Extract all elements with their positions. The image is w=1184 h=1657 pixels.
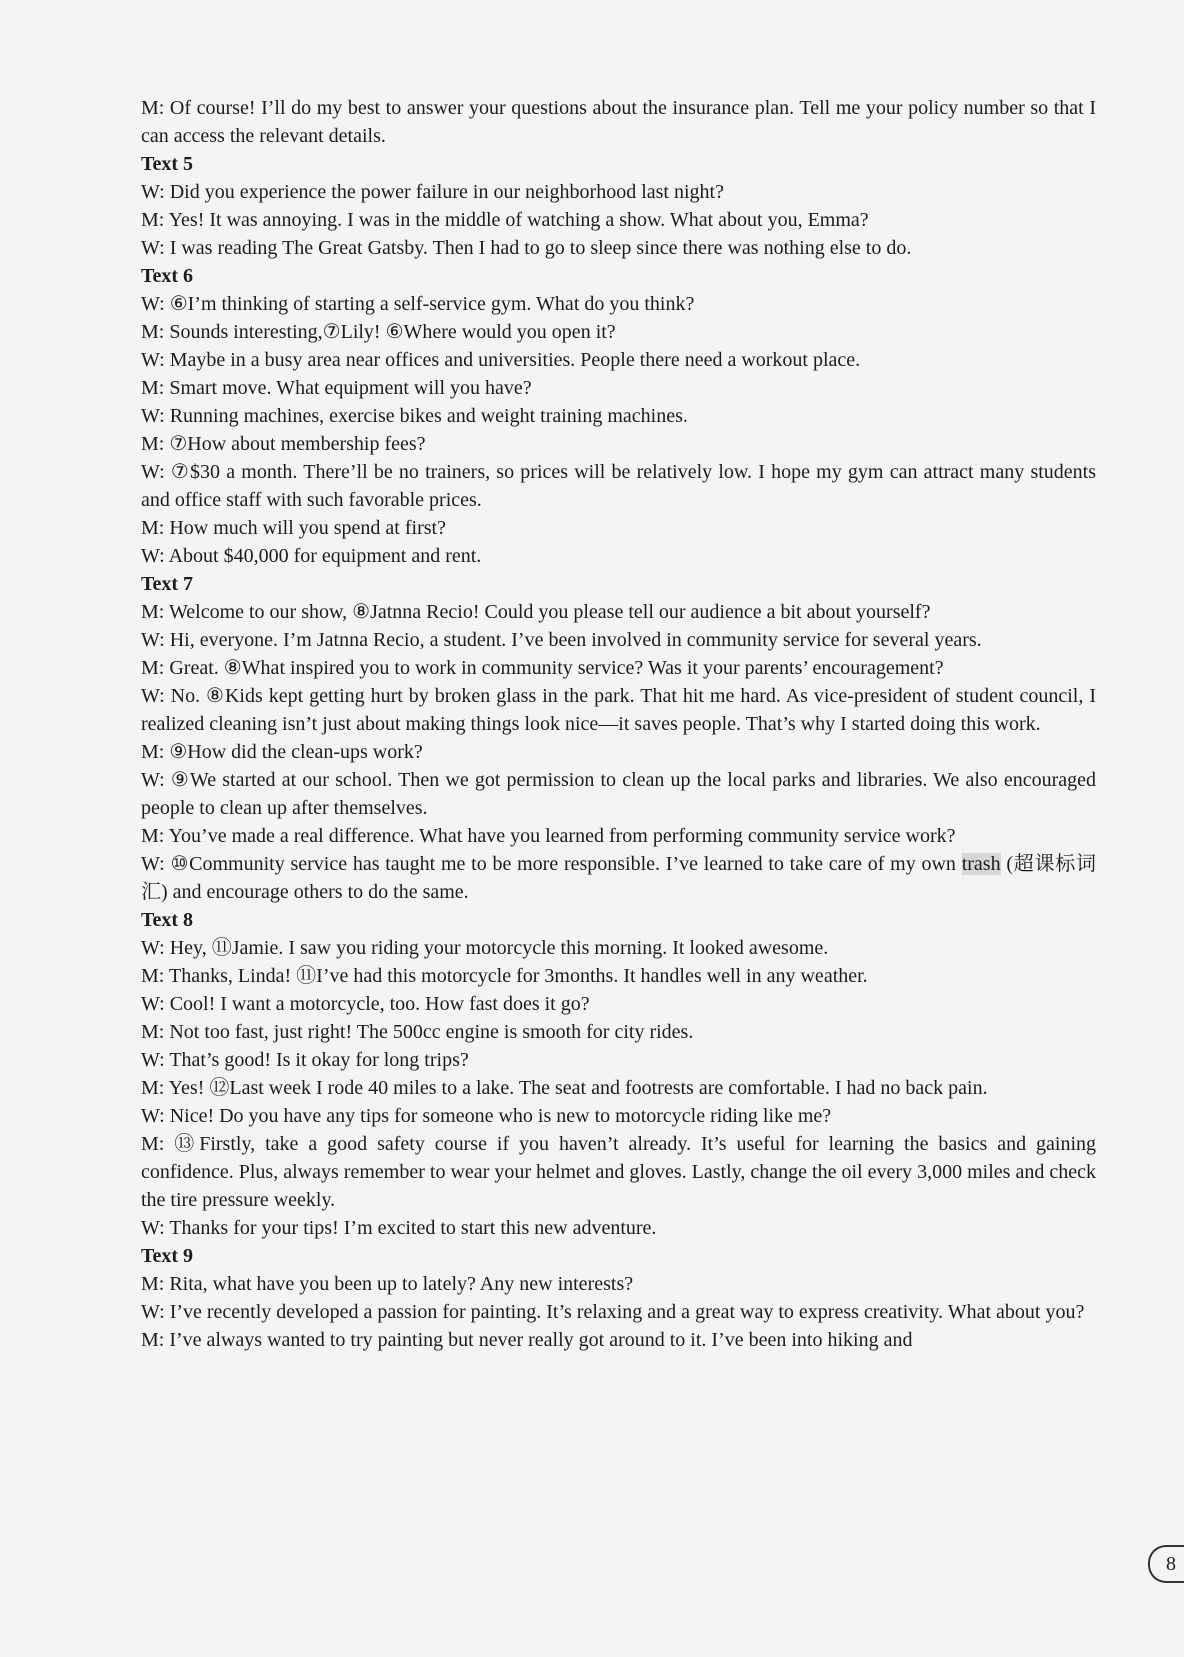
dialogue-line: W: ⑥I’m thinking of starting a self-service gym. What do you think?	[141, 293, 695, 315]
section-heading: Text 7	[141, 573, 194, 595]
dialogue-line: M: Yes! It was annoying. I was in the middle of watching a show. What about you, Emma?	[141, 209, 869, 231]
dialogue-line: W: I’ve recently developed a passion for painting. It’s relaxing and a great way to express creativity. What about you?	[141, 1301, 1085, 1323]
dialogue-line: M: Of course! I’ll do my best to answer your questions about the insurance plan. Tell me your policy number so that I can access the relevant details.	[141, 97, 1096, 147]
dialogue-line: M: Yes! ⑫Last week I rode 40 miles to a lake. The seat and footrests are comfortable. I had no back pain.	[141, 1077, 988, 1099]
dialogue-line: W: No. ⑧Kids kept getting hurt by broken glass in the park. That hit me hard. As vice-president of student council, I realized cleaning isn’t just about making things look nice—it saves people. That’s why I started doing this work.	[141, 685, 1096, 735]
dialogue-line: W: Maybe in a busy area near offices and universities. People there need a workout place.	[141, 349, 861, 371]
dialogue-line: M: ⑬Firstly, take a good safety course if you haven’t already. It’s useful for learning the basics and gaining confidence. Plus, always remember to wear your helmet and gloves. Lastly, change the oil every 3,000 miles and check the tire pressure weekly.	[141, 1133, 1096, 1211]
dialogue-line: W: About $40,000 for equipment and rent.	[141, 545, 482, 567]
dialogue-line: W: I was reading The Great Gatsby. Then I had to go to sleep since there was nothing else to do.	[141, 237, 912, 259]
dialogue-text: (超课标词汇) and encourage others to do the same.	[141, 853, 1096, 903]
dialogue-line: M: Great. ⑧What inspired you to work in community service? Was it your parents’ encouragement?	[141, 657, 944, 679]
dialogue-line: M: Welcome to our show, ⑧Jatnna Recio! Could you please tell our audience a bit about yourself?	[141, 601, 931, 623]
dialogue-line: W: Thanks for your tips! I’m excited to start this new adventure.	[141, 1217, 657, 1239]
dialogue-line: W: Cool! I want a motorcycle, too. How fast does it go?	[141, 993, 590, 1015]
dialogue-text: W: ⑩Community service has taught me to be more responsible. I’ve learned to take care of my own	[141, 853, 962, 875]
dialogue-line: W: Did you experience the power failure in our neighborhood last night?	[141, 181, 724, 203]
dialogue-line: M: Rita, what have you been up to lately? Any new interests?	[141, 1273, 634, 1295]
highlighted-word: trash	[961, 853, 1001, 875]
section-heading: Text 5	[141, 153, 194, 175]
dialogue-line: M: How much will you spend at first?	[141, 517, 446, 539]
dialogue-line: W: ⑨We started at our school. Then we got permission to clean up the local parks and libraries. We also encouraged people to clean up after themselves.	[141, 769, 1096, 819]
dialogue-line: M: Sounds interesting,⑦Lily! ⑥Where would you open it?	[141, 321, 616, 343]
section-heading: Text 6	[141, 265, 194, 287]
dialogue-line	[141, 850, 1096, 906]
dialogue-line: W: Running machines, exercise bikes and weight training machines.	[141, 405, 688, 427]
dialogue-line: W: That’s good! Is it okay for long trips?	[141, 1049, 469, 1071]
dialogue-line: M: ⑦How about membership fees?	[141, 433, 426, 455]
dialogue-line: W: Hi, everyone. I’m Jatnna Recio, a student. I’ve been involved in community service for several years.	[141, 629, 982, 651]
dialogue-line: M: ⑨How did the clean-ups work?	[141, 741, 423, 763]
dialogue-line: M: You’ve made a real difference. What have you learned from performing community service work?	[141, 825, 956, 847]
page-number: 8	[1148, 1545, 1184, 1583]
dialogue-line: W: Hey, ⑪Jamie. I saw you riding your motorcycle this morning. It looked awesome.	[141, 937, 829, 959]
dialogue-line: M: Thanks, Linda! ⑪I’ve had this motorcycle for 3months. It handles well in any weather.	[141, 965, 868, 987]
dialogue-line: W: Nice! Do you have any tips for someone who is new to motorcycle riding like me?	[141, 1105, 832, 1127]
section-heading: Text 8	[141, 909, 194, 931]
dialogue-line: M: Not too fast, just right! The 500cc engine is smooth for city rides.	[141, 1021, 694, 1043]
dialogue-line: W: ⑦$30 a month. There’ll be no trainers, so prices will be relatively low. I hope my gym can attract many students and office staff with such favorable prices.	[141, 461, 1096, 511]
section-heading: Text 9	[141, 1245, 194, 1267]
dialogue-line: M: Smart move. What equipment will you have?	[141, 377, 532, 399]
document-body	[141, 94, 1096, 1354]
dialogue-line: M: I’ve always wanted to try painting but never really got around to it. I’ve been into hiking and	[141, 1329, 913, 1351]
